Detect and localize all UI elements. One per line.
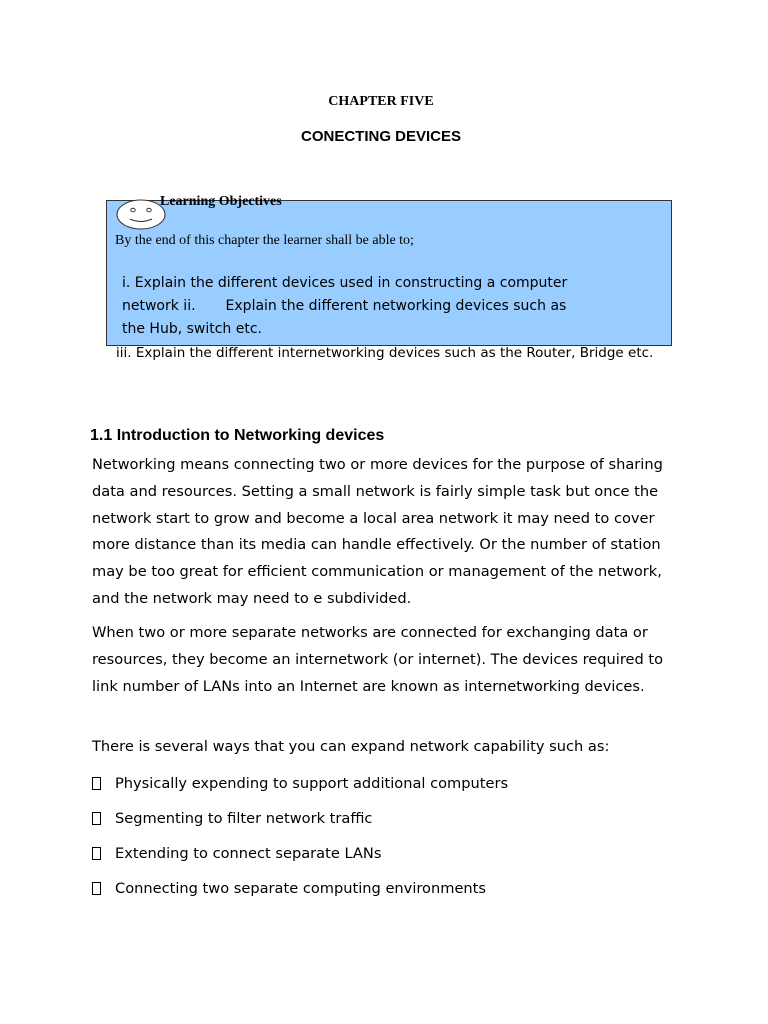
chapter-title: CONECTING DEVICES (300, 128, 462, 145)
bullet-box-icon (92, 812, 101, 825)
objectives-heading: Learning Objectives (160, 194, 282, 209)
smiley-face-icon (116, 199, 166, 230)
bullet-box-icon (92, 777, 101, 790)
chapter-label: CHAPTER FIVE (328, 94, 434, 109)
list-item (92, 880, 486, 897)
objective-line-2-start: network ii. (122, 298, 196, 314)
list-item (92, 845, 381, 862)
paragraph-internetwork: When two or more separate networks are connected for exchanging data or resources, they become an internetwork (or internet). The devices required to link number of LANs into an Internet are known as internetworking devices. (92, 624, 664, 695)
bullet-box-icon (92, 847, 101, 860)
list-item-text: Extending to connect separate LANs (115, 845, 382, 862)
objective-line-2-end: Explain the different networking devices such as (225, 298, 567, 314)
paragraph-networking: Networking means connecting two or more devices for the purpose of sharing data and resources. Setting a small network is fairly simple task but once the network start to grow and become a local area network it may need to cover more distance than its media can handle effectively. Or the number of station may be too great for efficient communication or management of the network, and the network may need to e subdivided. (92, 456, 663, 607)
objective-line-3: the Hub, switch etc. (122, 321, 263, 337)
objective-line-1: i. Explain the different devices used in constructing a computer (122, 275, 568, 291)
list-item-text: Segmenting to filter network traffic (115, 810, 373, 827)
list-item (92, 810, 372, 827)
bullet-box-icon (92, 882, 101, 895)
list-item-text: Connecting two separate computing environments (115, 880, 487, 897)
objectives-intro: By the end of this chapter the learner shall be able to; (115, 233, 414, 248)
list-item-text: Physically expending to support additional computers (115, 775, 509, 792)
paragraph-expand: There is several ways that you can expand network capability such as: (92, 738, 610, 755)
list-item (92, 775, 508, 792)
objective-line-2 (122, 298, 566, 314)
objective-line-4: iii. Explain the different internetworking devices such as the Router, Bridge etc. (116, 345, 654, 361)
section-heading: 1.1 Introduction to Networking devices (90, 427, 385, 444)
